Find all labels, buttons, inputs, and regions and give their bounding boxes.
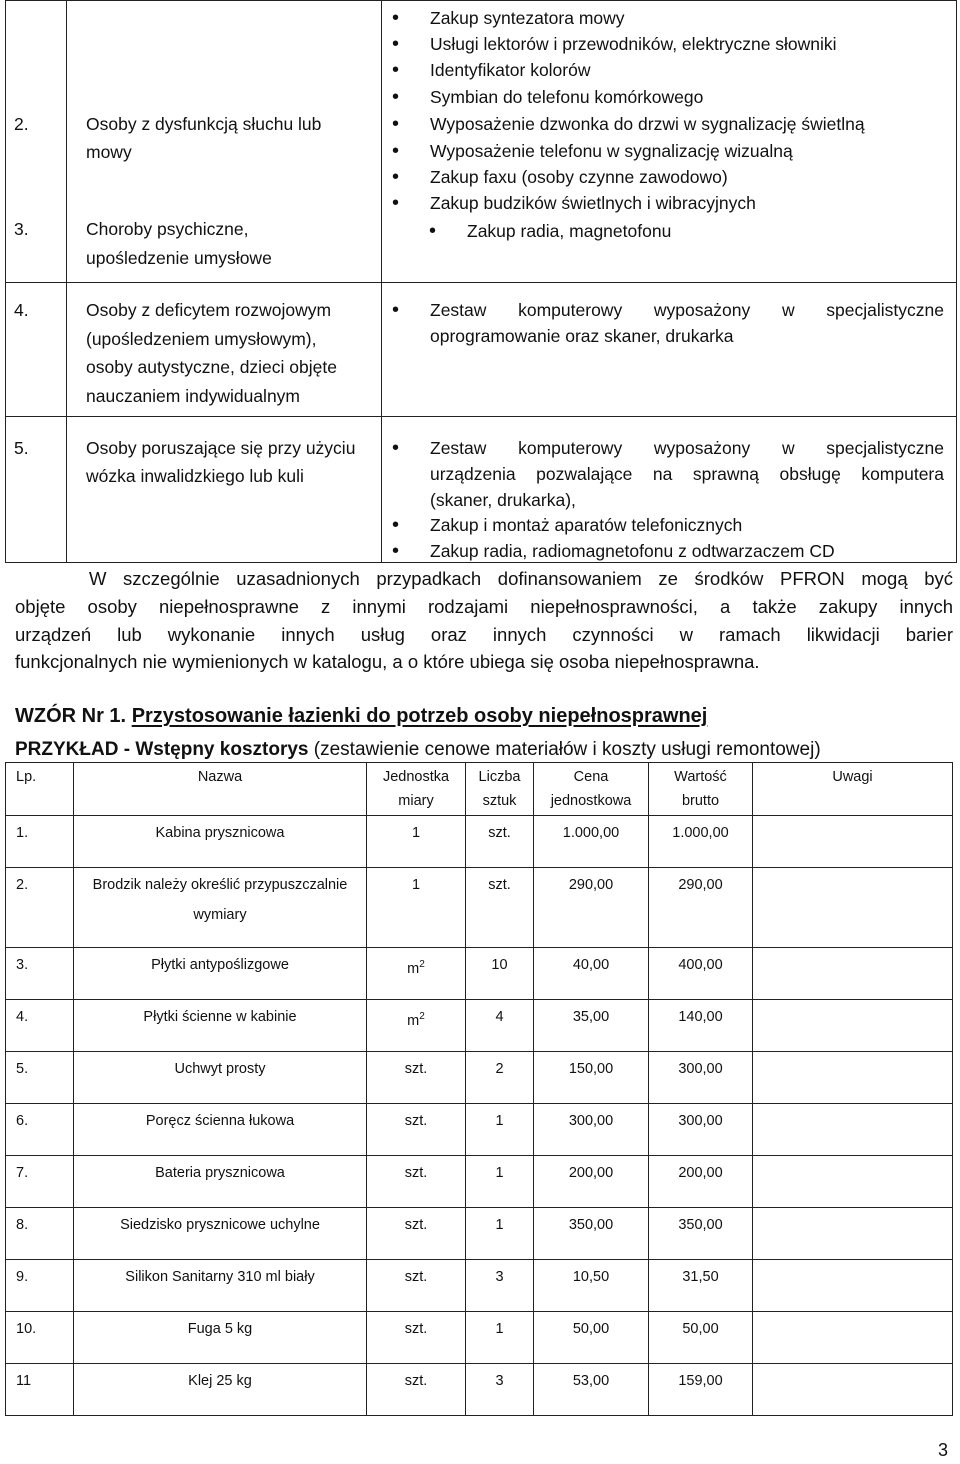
cell-jednostka: szt. xyxy=(367,1364,466,1416)
paragraph-line: W szczególnie uzasadnionych przypadkach dofinansowaniem ze środków PFRON mogą być xyxy=(89,568,953,589)
cell-uwagi xyxy=(753,1260,953,1312)
cell-nazwa: Kabina prysznicowa xyxy=(74,816,367,868)
cell-wartosc: 350,00 xyxy=(649,1208,753,1260)
cell-cena: 200,00 xyxy=(534,1156,649,1208)
cell-uwagi xyxy=(753,816,953,868)
cell-nazwa: Uchwyt prosty xyxy=(74,1052,367,1104)
cell-wartosc: 31,50 xyxy=(649,1260,753,1312)
catalog-bullet: • Usługi lektorów i przewodników, elektryczne słowniki xyxy=(430,31,837,58)
cell-jednostka: $m^2$ xyxy=(367,1000,466,1052)
cell-nazwa: Siedzisko prysznicowe uchylne xyxy=(74,1208,367,1260)
cell-uwagi xyxy=(753,1000,953,1052)
cell-jednostka: szt. xyxy=(367,1208,466,1260)
col-header-lp: Lp. xyxy=(6,763,74,816)
catalog-bullet-continuation: (skaner, drukarka), xyxy=(430,490,576,510)
cell-nazwa: Silikon Sanitarny 310 ml biały xyxy=(74,1260,367,1312)
cell-uwagi xyxy=(753,1156,953,1208)
cell-lp: 10. xyxy=(6,1312,74,1364)
row-number: 2. xyxy=(14,114,29,134)
przyklad-bold: PRZYKŁAD - Wstępny kosztorys xyxy=(15,739,309,760)
cell-liczba: 1 xyxy=(466,1104,534,1156)
cell-liczba: 10 xyxy=(466,948,534,1000)
paragraph-line: objęte osoby niepełnosprawne z innymi rodzajami niepełnosprawności, a także zakupy innych xyxy=(15,595,953,617)
cell-nazwa: Klej 25 kg xyxy=(74,1364,367,1416)
cell-liczba: szt. xyxy=(466,868,534,948)
catalog-bullet-continuation: oprogramowanie oraz skaner, drukarka xyxy=(430,326,734,346)
cost-row xyxy=(6,1260,953,1312)
cell-lp: 3. xyxy=(6,948,74,1000)
category-label: Choroby psychiczne, xyxy=(86,219,249,239)
cell-cena: 10,50 xyxy=(534,1260,649,1312)
cell-wartosc: 400,00 xyxy=(649,948,753,1000)
cell-jednostka: 1 xyxy=(367,816,466,868)
cost-row xyxy=(6,948,953,1000)
cell-lp: 1. xyxy=(6,816,74,868)
cost-row xyxy=(6,816,953,868)
category-label: Osoby z deficytem rozwojowym xyxy=(86,300,332,320)
cell-uwagi xyxy=(753,1312,953,1364)
wzor-prefix: WZÓR Nr 1. xyxy=(15,705,127,727)
cell-lp: 8. xyxy=(6,1208,74,1260)
cell-lp: 11 xyxy=(6,1364,74,1416)
cell-cena: 40,00 xyxy=(534,948,649,1000)
cost-row xyxy=(6,1104,953,1156)
przyklad-heading xyxy=(15,739,821,761)
cell-jednostka: szt. xyxy=(367,1312,466,1364)
cell-wartosc: 200,00 xyxy=(649,1156,753,1208)
cell-wartosc: 300,00 xyxy=(649,1104,753,1156)
catalog-bullet: • Zakup radia, magnetofonu xyxy=(467,218,671,245)
cell-lp: 9. xyxy=(6,1260,74,1312)
cell-nazwa: Poręcz ścienna łukowa xyxy=(74,1104,367,1156)
cell-uwagi xyxy=(753,1104,953,1156)
row-number: 5. xyxy=(14,438,29,458)
cell-wartosc: 290,00 xyxy=(649,868,753,948)
cell-liczba: 3 xyxy=(466,1364,534,1416)
funding-paragraph xyxy=(15,565,953,676)
col-header-jednostka: Jednostka miary xyxy=(367,763,466,816)
page-number: 3 xyxy=(937,1440,948,1460)
cell-nazwa: Brodzik należy określić przypuszczalnie wymiary xyxy=(74,868,367,948)
catalog-bullet: • Zakup faxu (osoby czynne zawodowo) xyxy=(430,164,728,191)
wzor-title: Przystosowanie łazienki do potrzeb osoby niepełnosprawnej xyxy=(131,705,708,727)
catalog-bullet: • Identyfikator kolorów xyxy=(430,57,591,84)
cost-header-row xyxy=(6,763,953,816)
cell-jednostka: 1 xyxy=(367,868,466,948)
cell-cena: 35,00 xyxy=(534,1000,649,1052)
cell-liczba: 1 xyxy=(466,1312,534,1364)
col-header-nazwa: Nazwa xyxy=(74,763,367,816)
cell-nazwa: Fuga 5 kg xyxy=(74,1312,367,1364)
cost-row xyxy=(6,1208,953,1260)
category-label: (upośledzeniem umysłowym), xyxy=(86,329,317,349)
cell-liczba: 3 xyxy=(466,1260,534,1312)
cell-cena: 150,00 xyxy=(534,1052,649,1104)
catalog-bullet: • Zakup radia, radiomagnetofonu z odtwarzaczem CD xyxy=(430,538,835,565)
cell-lp: 2. xyxy=(6,868,74,948)
cell-nazwa: Bateria prysznicowa xyxy=(74,1156,367,1208)
cell-wartosc: 159,00 xyxy=(649,1364,753,1416)
cell-wartosc: 1.000,00 xyxy=(649,816,753,868)
cost-estimate-table xyxy=(5,762,953,1416)
col-header-wartosc: Wartość brutto xyxy=(649,763,753,816)
cell-jednostka: szt. xyxy=(367,1260,466,1312)
cell-liczba: 2 xyxy=(466,1052,534,1104)
row-number: 4. xyxy=(14,300,29,320)
col-header-cena: Cena jednostkowa xyxy=(534,763,649,816)
cell-uwagi xyxy=(753,948,953,1000)
cell-liczba: 1 xyxy=(466,1208,534,1260)
cell-wartosc: 300,00 xyxy=(649,1052,753,1104)
cell-cena: 50,00 xyxy=(534,1312,649,1364)
paragraph-line: funkcjonalnych nie wymienionych w katalogu, a o które ubiega się osoba niepełnosprawna. xyxy=(15,651,760,673)
catalog-bullet: • Wyposażenie dzwonka do drzwi w sygnalizację świetlną xyxy=(430,111,865,138)
cell-cena: 300,00 xyxy=(534,1104,649,1156)
cell-lp: 4. xyxy=(6,1000,74,1052)
cell-cena: 53,00 xyxy=(534,1364,649,1416)
cell-wartosc: 140,00 xyxy=(649,1000,753,1052)
catalog-bullet: • Zestaw komputerowy wyposażony w specjalistyczne xyxy=(430,297,944,324)
cell-cena: 290,00 xyxy=(534,868,649,948)
category-label: Osoby z dysfunkcją słuchu lub xyxy=(86,114,322,134)
cell-uwagi xyxy=(753,868,953,948)
cell-uwagi xyxy=(753,1208,953,1260)
category-label: mowy xyxy=(86,142,132,162)
cell-jednostka: szt. xyxy=(367,1156,466,1208)
cell-cena: 350,00 xyxy=(534,1208,649,1260)
cell-wartosc: 50,00 xyxy=(649,1312,753,1364)
cost-row xyxy=(6,1156,953,1208)
cell-jednostka: $m^2$ xyxy=(367,948,466,1000)
catalog-bullet-continuation: urządzenia pozwalające na sprawną obsługę komputera xyxy=(430,464,944,484)
wzor-heading xyxy=(15,705,707,728)
catalog-bullet: • Symbian do telefonu komórkowego xyxy=(430,84,703,111)
cell-cena: 1.000,00 xyxy=(534,816,649,868)
cost-row xyxy=(6,1312,953,1364)
category-label: wózka inwalidzkiego lub kuli xyxy=(86,466,304,486)
cost-row xyxy=(6,1364,953,1416)
catalog-bullet: • Wyposażenie telefonu w sygnalizację wizualną xyxy=(430,138,793,165)
cell-uwagi xyxy=(753,1052,953,1104)
cell-lp: 7. xyxy=(6,1156,74,1208)
category-label: nauczaniem indywidualnym xyxy=(86,386,300,406)
category-label: upośledzenie umysłowe xyxy=(86,248,272,268)
przyklad-rest: (zestawienie cenowe materiałów i koszty usługi remontowej) xyxy=(313,739,821,760)
cell-uwagi xyxy=(753,1364,953,1416)
col-header-liczba: Liczba sztuk xyxy=(466,763,534,816)
catalog-bullet: • Zakup syntezatora mowy xyxy=(430,5,625,32)
cell-jednostka: szt. xyxy=(367,1104,466,1156)
row-number: 3. xyxy=(14,219,29,239)
cell-liczba: szt. xyxy=(466,816,534,868)
cell-lp: 5. xyxy=(6,1052,74,1104)
cell-lp: 6. xyxy=(6,1104,74,1156)
catalog-bullet: • Zakup budzików świetlnych i wibracyjnych xyxy=(430,190,756,217)
cost-row xyxy=(6,868,953,948)
cell-jednostka: szt. xyxy=(367,1052,466,1104)
cell-nazwa: Płytki ścienne w kabinie xyxy=(74,1000,367,1052)
catalog-bullet: • Zestaw komputerowy wyposażony w specjalistyczne xyxy=(430,435,944,462)
cell-liczba: 4 xyxy=(466,1000,534,1052)
category-label: osoby autystyczne, dzieci objęte xyxy=(86,357,337,377)
col-header-uwagi: Uwagi xyxy=(753,763,953,816)
cell-nazwa: Płytki antypoślizgowe xyxy=(74,948,367,1000)
cost-row xyxy=(6,1000,953,1052)
catalog-bullet: • Zakup i montaż aparatów telefonicznych xyxy=(430,512,742,539)
cost-row xyxy=(6,1052,953,1104)
category-label: Osoby poruszające się przy użyciu xyxy=(86,438,356,458)
cell-liczba: 1 xyxy=(466,1156,534,1208)
paragraph-line: urządzeń lub wykonanie innych usług oraz innych czynności w ramach likwidacji barier xyxy=(15,623,953,645)
